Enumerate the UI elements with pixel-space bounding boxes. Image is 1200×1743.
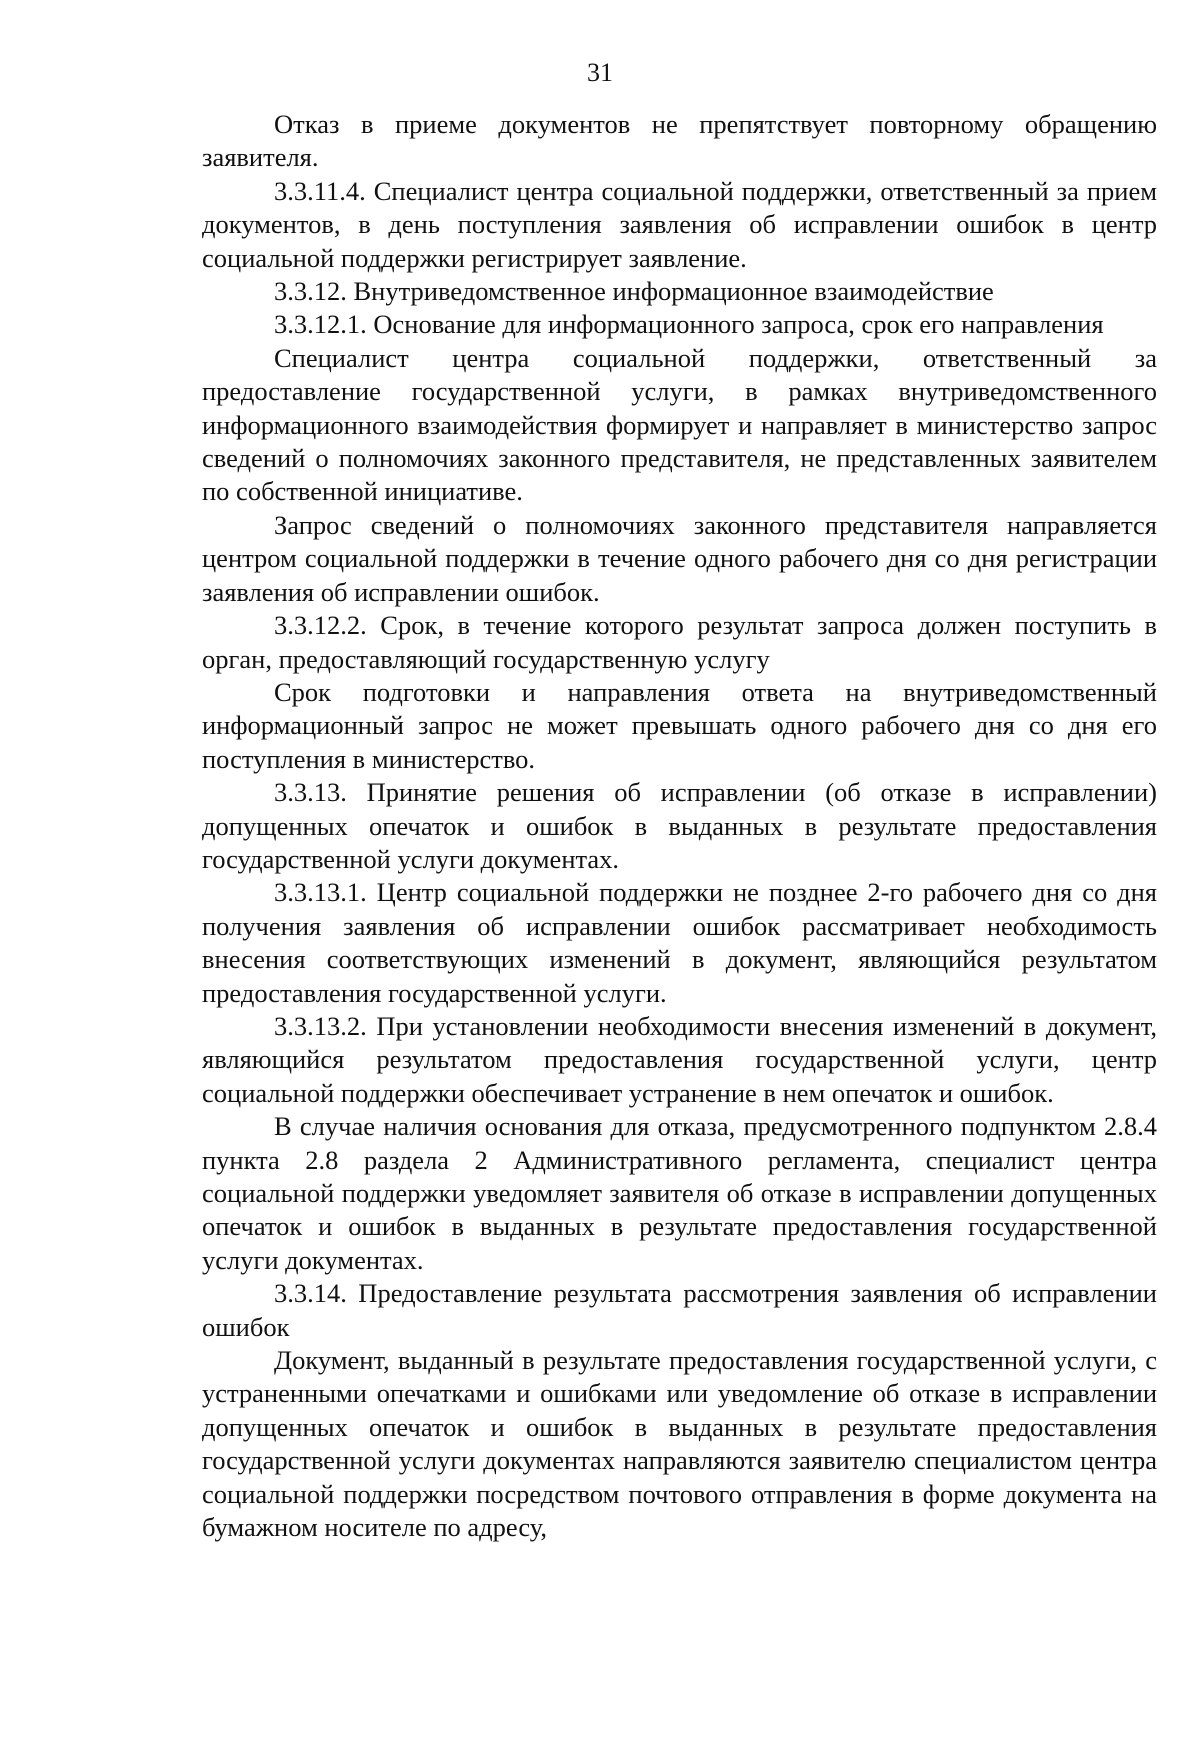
paragraph: Отказ в приеме документов не препятствует повторному обращению заявителя. <box>202 109 1157 173</box>
paragraph: 3.3.13.2. При установлении необходимости внесения изменений в документ, являющийся результатом предоставления государственной услуги, центр социальной поддержки обеспечивает устранение в нем опечаток и ошибок. <box>202 1010 1157 1108</box>
paragraph: 3.3.11.4. Специалист центра социальной поддержки, ответственный за прием документов, в день поступления заявления об исправлении ошибок в центр социальной поддержки регистрирует заявление. <box>202 175 1157 273</box>
paragraph: В случае наличия основания для отказа, предусмотренного подпунктом 2.8.4 пункта 2.8 раздела 2 Административного регламента, специалист центра социальной поддержки уведомляет заявителя об отказе в исправлении допущенных опечаток и ошибок в выданных в результате предоставления государственной услуги документах. <box>202 1111 1157 1275</box>
paragraph: Документ, выданный в результате предоставления государственной услуги, с устраненными опечатками и ошибками или уведомление об отказе в исправлении допущенных опечаток и ошибок в выданных в результате предоставления государственной услуги документах направляются заявителю специалистом центра социальной поддержки посредством почтового отправления в форме документа на бумажном носителе по адресу, <box>202 1345 1157 1543</box>
paragraph: Запрос сведений о полномочиях законного представителя направляется центром социальной поддержки в течение одного рабочего дня со дня регистрации заявления об исправлении ошибок. <box>202 509 1157 607</box>
paragraph: Специалист центра социальной поддержки, ответственный за предоставление государственной услуги, в рамках внутриведомственного информационного взаимодействия формирует и направляет в министерство запрос сведений о полномочиях законного представителя, не представленных заявителем по собственной инициативе. <box>202 342 1157 507</box>
paragraph: Срок подготовки и направления ответа на внутриведомственный информационный запрос не может превышать одного рабочего дня со дня его поступления в министерство. <box>202 676 1157 774</box>
paragraph: 3.3.12.2. Срок, в течение которого результат запроса должен поступить в орган, предоставляющий государственную услугу <box>202 610 1157 674</box>
paragraph: 3.3.13.1. Центр социальной поддержки не позднее 2-го рабочего дня со дня получения заявления об исправлении ошибок рассматривает необходимость внесения соответствующих изменений в документ, являющийся результатом предоставления государственной услуги. <box>202 877 1157 1008</box>
paragraph: 3.3.12.1. Основание для информационного запроса, срок его направления <box>274 309 1104 340</box>
paragraph: 3.3.14. Предоставление результата рассмотрения заявления об исправлении ошибок <box>202 1278 1157 1342</box>
paragraph: 3.3.12. Внутриведомственное информационное взаимодействие <box>274 276 994 307</box>
document-body <box>202 108 1157 1544</box>
page-number: 31 <box>587 58 613 87</box>
paragraph: 3.3.13. Принятие решения об исправлении (об отказе в исправлении) допущенных опечаток и ошибок в выданных в результате предоставления государственной услуги документах. <box>202 777 1157 874</box>
